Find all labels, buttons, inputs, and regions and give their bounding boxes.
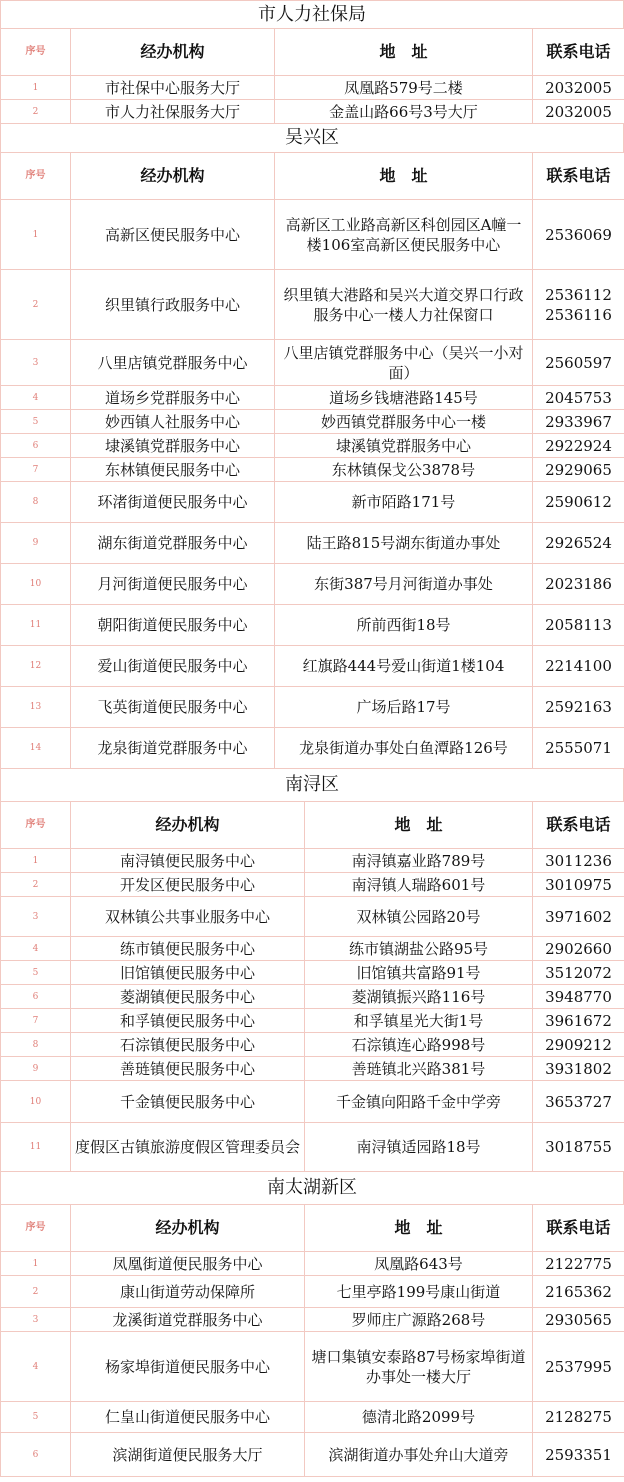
- row-index: 10: [1, 564, 71, 605]
- row-index: 3: [1, 1308, 71, 1332]
- phone-number: 2165362: [533, 1276, 624, 1308]
- org-name: 妙西镇人社服务中心: [71, 410, 275, 434]
- table-row: [1, 410, 624, 434]
- row-index: 11: [1, 605, 71, 646]
- org-name: 月河街道便民服务中心: [71, 564, 275, 605]
- table-row: [1, 849, 624, 873]
- address: 南浔镇适园路18号: [305, 1123, 533, 1172]
- phone-number: 3653727: [533, 1081, 624, 1123]
- table-row: [1, 1332, 624, 1402]
- row-index: 11: [1, 1123, 71, 1172]
- address: 道场乡钱塘港路145号: [275, 386, 533, 410]
- header-row: [1, 29, 624, 76]
- address: 红旗路444号爱山街道1楼104: [275, 646, 533, 687]
- table-row: [1, 961, 624, 985]
- table-row: [1, 1276, 624, 1308]
- table-row: [1, 1009, 624, 1033]
- phone-number: 2590612: [533, 482, 624, 523]
- phone-number: 2909212: [533, 1033, 624, 1057]
- org-name: 菱湖镇便民服务中心: [71, 985, 305, 1009]
- org-name: 龙泉街道党群服务中心: [71, 728, 275, 769]
- phone-number: 2933967: [533, 410, 624, 434]
- section-table: [0, 801, 624, 1172]
- row-index: 2: [1, 873, 71, 897]
- section-table: [0, 28, 624, 124]
- phone-number: 2930565: [533, 1308, 624, 1332]
- address: 妙西镇党群服务中心一楼: [275, 410, 533, 434]
- org-name: 爱山街道便民服务中心: [71, 646, 275, 687]
- row-index: 14: [1, 728, 71, 769]
- address: 善琏镇北兴路381号: [305, 1057, 533, 1081]
- org-name: 善琏镇便民服务中心: [71, 1057, 305, 1081]
- org-name: 和孚镇便民服务中心: [71, 1009, 305, 1033]
- phone-number: 2537995: [533, 1332, 624, 1402]
- address: 新市陌路171号: [275, 482, 533, 523]
- row-index: 1: [1, 1252, 71, 1276]
- row-index: 3: [1, 897, 71, 937]
- phone-number: 2032005: [533, 76, 624, 100]
- row-index: 5: [1, 961, 71, 985]
- table-row: [1, 646, 624, 687]
- address: 埭溪镇党群服务中心: [275, 434, 533, 458]
- address: 织里镇大港路和吴兴大道交界口行政服务中心一楼人力社保窗口: [275, 270, 533, 340]
- address: 双林镇公园路20号: [305, 897, 533, 937]
- phone-number: 3512072: [533, 961, 624, 985]
- table-row: [1, 985, 624, 1009]
- header-phone: 联系电话: [533, 153, 624, 200]
- org-name: 湖东街道党群服务中心: [71, 523, 275, 564]
- org-name: 仁皇山街道便民服务中心: [71, 1402, 305, 1433]
- org-name: 高新区便民服务中心: [71, 200, 275, 270]
- address: 凤凰路579号二楼: [275, 76, 533, 100]
- row-index: 7: [1, 458, 71, 482]
- org-name: 环渚街道便民服务中心: [71, 482, 275, 523]
- phone-number: 2902660: [533, 937, 624, 961]
- phone-number: 3931802: [533, 1057, 624, 1081]
- phone-number: 2032005: [533, 100, 624, 124]
- phone-number: 2926524: [533, 523, 624, 564]
- org-name: 杨家埠街道便民服务中心: [71, 1332, 305, 1402]
- org-name: 滨湖街道便民服务大厅: [71, 1433, 305, 1477]
- header-org: 经办机构: [71, 29, 275, 76]
- row-index: 9: [1, 523, 71, 564]
- table-row: [1, 605, 624, 646]
- section-title: 南浔区: [0, 769, 624, 801]
- address: 德清北路2099号: [305, 1402, 533, 1433]
- table-row: [1, 200, 624, 270]
- address: 石淙镇连心路998号: [305, 1033, 533, 1057]
- table-row: [1, 897, 624, 937]
- org-name: 朝阳街道便民服务中心: [71, 605, 275, 646]
- row-index: 2: [1, 270, 71, 340]
- org-name: 东林镇便民服务中心: [71, 458, 275, 482]
- address: 南浔镇人瑞路601号: [305, 873, 533, 897]
- phone-number: 2045753: [533, 386, 624, 410]
- table-row: [1, 687, 624, 728]
- header-org: 经办机构: [71, 153, 275, 200]
- header-index: 序号: [1, 29, 71, 76]
- phone-number: 3948770: [533, 985, 624, 1009]
- section-table: [0, 1204, 624, 1477]
- address: 千金镇向阳路千金中学旁: [305, 1081, 533, 1123]
- table-row: [1, 340, 624, 386]
- header-org: 经办机构: [71, 802, 305, 849]
- row-index: 1: [1, 76, 71, 100]
- table-row: [1, 564, 624, 605]
- row-index: 1: [1, 200, 71, 270]
- table-row: [1, 1308, 624, 1332]
- row-index: 10: [1, 1081, 71, 1123]
- phone-number: 2122775: [533, 1252, 624, 1276]
- org-name: 石淙镇便民服务中心: [71, 1033, 305, 1057]
- header-index: 序号: [1, 153, 71, 200]
- table-row: [1, 434, 624, 458]
- org-name: 开发区便民服务中心: [71, 873, 305, 897]
- table-row: [1, 1057, 624, 1081]
- row-index: 1: [1, 849, 71, 873]
- phone-number: 2560597: [533, 340, 624, 386]
- row-index: 2: [1, 1276, 71, 1308]
- row-index: 8: [1, 1033, 71, 1057]
- address: 金盖山路66号3号大厅: [275, 100, 533, 124]
- table-row: [1, 1402, 624, 1433]
- phone-number: 3010975: [533, 873, 624, 897]
- table-row: [1, 458, 624, 482]
- phone-number: 2058113: [533, 605, 624, 646]
- phone-number: 2023186: [533, 564, 624, 605]
- address: 旧馆镇共富路91号: [305, 961, 533, 985]
- phone-number: 2555071: [533, 728, 624, 769]
- address: 练市镇湖盐公路95号: [305, 937, 533, 961]
- section-title: 市人力社保局: [0, 0, 624, 28]
- org-name: 凤凰街道便民服务中心: [71, 1252, 305, 1276]
- phone-number: 2128275: [533, 1402, 624, 1433]
- org-name: 织里镇行政服务中心: [71, 270, 275, 340]
- address: 龙泉街道办事处白鱼潭路126号: [275, 728, 533, 769]
- header-address: 地 址: [275, 153, 533, 200]
- row-index: 9: [1, 1057, 71, 1081]
- org-name: 埭溪镇党群服务中心: [71, 434, 275, 458]
- phone-number: 2536112 2536116: [533, 270, 624, 340]
- row-index: 8: [1, 482, 71, 523]
- address: 陆王路815号湖东街道办事处: [275, 523, 533, 564]
- table-row: [1, 100, 624, 124]
- table-row: [1, 1081, 624, 1123]
- row-index: 6: [1, 985, 71, 1009]
- phone-number: 2922924: [533, 434, 624, 458]
- org-name: 市社保中心服务大厅: [71, 76, 275, 100]
- table-row: [1, 1433, 624, 1477]
- table-row: [1, 386, 624, 410]
- section-title: 南太湖新区: [0, 1172, 624, 1204]
- address: 八里店镇党群服务中心（吴兴一小对面）: [275, 340, 533, 386]
- phone-number: 2214100: [533, 646, 624, 687]
- org-name: 龙溪街道党群服务中心: [71, 1308, 305, 1332]
- table-row: [1, 1033, 624, 1057]
- header-row: [1, 153, 624, 200]
- table-row: [1, 1252, 624, 1276]
- table-row: [1, 937, 624, 961]
- row-index: 5: [1, 410, 71, 434]
- address: 东林镇保戈公3878号: [275, 458, 533, 482]
- org-name: 千金镇便民服务中心: [71, 1081, 305, 1123]
- row-index: 4: [1, 937, 71, 961]
- header-index: 序号: [1, 802, 71, 849]
- row-index: 6: [1, 1433, 71, 1477]
- row-index: 13: [1, 687, 71, 728]
- address: 所前西街18号: [275, 605, 533, 646]
- org-name: 八里店镇党群服务中心: [71, 340, 275, 386]
- table-row: [1, 728, 624, 769]
- address: 滨湖街道办事处弁山大道旁: [305, 1433, 533, 1477]
- address: 南浔镇嘉业路789号: [305, 849, 533, 873]
- address: 七里亭路199号康山街道: [305, 1276, 533, 1308]
- table-row: [1, 76, 624, 100]
- header-row: [1, 802, 624, 849]
- phone-number: 3011236: [533, 849, 624, 873]
- table-row: [1, 482, 624, 523]
- org-name: 度假区古镇旅游度假区管理委员会: [71, 1123, 305, 1172]
- table-row: [1, 873, 624, 897]
- section-title: 吴兴区: [0, 124, 624, 152]
- org-name: 双林镇公共事业服务中心: [71, 897, 305, 937]
- phone-number: 2536069: [533, 200, 624, 270]
- org-name: 道场乡党群服务中心: [71, 386, 275, 410]
- header-address: 地 址: [305, 1205, 533, 1252]
- phone-number: 3971602: [533, 897, 624, 937]
- row-index: 3: [1, 340, 71, 386]
- header-address: 地 址: [275, 29, 533, 76]
- row-index: 5: [1, 1402, 71, 1433]
- org-name: 旧馆镇便民服务中心: [71, 961, 305, 985]
- row-index: 2: [1, 100, 71, 124]
- org-name: 市人力社保服务大厅: [71, 100, 275, 124]
- table-row: [1, 1123, 624, 1172]
- org-name: 飞英街道便民服务中心: [71, 687, 275, 728]
- address: 广场后路17号: [275, 687, 533, 728]
- header-phone: 联系电话: [533, 29, 624, 76]
- org-name: 练市镇便民服务中心: [71, 937, 305, 961]
- header-index: 序号: [1, 1205, 71, 1252]
- org-name: 南浔镇便民服务中心: [71, 849, 305, 873]
- phone-number: 3018755: [533, 1123, 624, 1172]
- row-index: 12: [1, 646, 71, 687]
- phone-number: 2593351: [533, 1433, 624, 1477]
- table-row: [1, 523, 624, 564]
- row-index: 6: [1, 434, 71, 458]
- header-address: 地 址: [305, 802, 533, 849]
- address: 和孚镇星光大街1号: [305, 1009, 533, 1033]
- header-phone: 联系电话: [533, 1205, 624, 1252]
- address: 罗师庄广源路268号: [305, 1308, 533, 1332]
- row-index: 7: [1, 1009, 71, 1033]
- table-row: [1, 270, 624, 340]
- address: 凤凰路643号: [305, 1252, 533, 1276]
- org-name: 康山街道劳动保障所: [71, 1276, 305, 1308]
- row-index: 4: [1, 386, 71, 410]
- row-index: 4: [1, 1332, 71, 1402]
- header-org: 经办机构: [71, 1205, 305, 1252]
- address: 菱湖镇振兴路116号: [305, 985, 533, 1009]
- address: 塘口集镇安泰路87号杨家埠街道办事处一楼大厅: [305, 1332, 533, 1402]
- phone-number: 2592163: [533, 687, 624, 728]
- header-row: [1, 1205, 624, 1252]
- header-phone: 联系电话: [533, 802, 624, 849]
- address: 东街387号月河街道办事处: [275, 564, 533, 605]
- phone-number: 3961672: [533, 1009, 624, 1033]
- phone-number: 2929065: [533, 458, 624, 482]
- address: 高新区工业路高新区科创园区A幢一楼106室高新区便民服务中心: [275, 200, 533, 270]
- section-table: [0, 152, 624, 769]
